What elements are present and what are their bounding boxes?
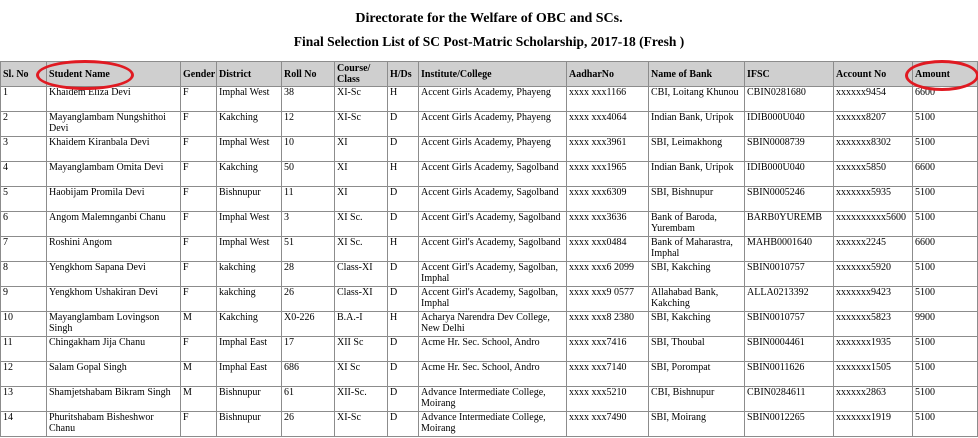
column-header-amount: Amount [913,62,978,87]
column-header-hds: H/Ds [388,62,419,87]
cell-amount: 9900 [913,312,978,337]
cell-aadhar-no: xxxx xxx3636 [567,212,649,237]
cell-course-class: XI-Sc [335,87,388,112]
cell-district: Kakching [217,162,282,187]
cell-student-name: Roshini Angom [47,237,181,262]
cell-student-name: Yengkhom Ushakiran Devi [47,287,181,312]
table-row [1,287,978,312]
cell-ifsc: SBIN0010757 [745,262,834,287]
cell-institute-college: Advance Intermediate College, Moirang [419,387,567,412]
cell-amount: 5100 [913,112,978,137]
cell-amount: 5100 [913,337,978,362]
cell-account-no: xxxxxxx1505 [834,362,913,387]
cell-district: kakching [217,287,282,312]
cell-aadhar-no: xxxx xxx5210 [567,387,649,412]
cell-account-no: xxxxxxx5920 [834,262,913,287]
cell-bank-name: Allahabad Bank, Kakching [649,287,745,312]
table-row [1,362,978,387]
table-row [1,262,978,287]
cell-aadhar-no: xxxx xxx8 2380 [567,312,649,337]
cell-ifsc: ALLA0213392 [745,287,834,312]
cell-district: Kakching [217,312,282,337]
cell-hds: D [388,187,419,212]
cell-student-name: Shamjetshabam Bikram Singh [47,387,181,412]
cell-bank-name: SBI, Kakching [649,262,745,287]
cell-gender: M [181,387,217,412]
cell-amount: 6600 [913,162,978,187]
column-header-district: District [217,62,282,87]
cell-student-name: Mayanglambam Omita Devi [47,162,181,187]
cell-district: Kakching [217,112,282,137]
cell-bank-name: SBI, Porompat [649,362,745,387]
cell-amount: 6600 [913,87,978,112]
cell-institute-college: Acme Hr. Sec. School, Andro [419,337,567,362]
cell-aadhar-no: xxxx xxx6309 [567,187,649,212]
cell-roll-no: 10 [282,137,335,162]
cell-course-class: Class-XI [335,287,388,312]
cell-bank-name: Bank of Maharastra, Imphal [649,237,745,262]
cell-roll-no: 26 [282,412,335,437]
cell-account-no: xxxxxx8207 [834,112,913,137]
cell-hds: D [388,287,419,312]
cell-ifsc: IDIB000U040 [745,162,834,187]
selection-list-table [0,61,978,437]
cell-district: Bishnupur [217,187,282,212]
cell-gender: F [181,162,217,187]
table-row [1,412,978,437]
cell-account-no: xxxxxx9454 [834,87,913,112]
cell-institute-college: Acme Hr. Sec. School, Andro [419,362,567,387]
cell-hds: D [388,337,419,362]
table-row [1,112,978,137]
cell-hds: D [388,262,419,287]
cell-hds: H [388,237,419,262]
cell-course-class: B.A.-I [335,312,388,337]
cell-amount: 5100 [913,362,978,387]
cell-ifsc: SBIN0012265 [745,412,834,437]
cell-gender: F [181,87,217,112]
cell-sl-no: 9 [1,287,47,312]
cell-aadhar-no: xxxx xxx3961 [567,137,649,162]
cell-hds: H [388,312,419,337]
cell-account-no: xxxxxxx1919 [834,412,913,437]
cell-institute-college: Accent Girl's Academy, Sagolband [419,212,567,237]
cell-ifsc: SBIN0011626 [745,362,834,387]
column-header-gender: Gender [181,62,217,87]
cell-hds: D [388,362,419,387]
cell-account-no: xxxxxxx1935 [834,337,913,362]
cell-amount: 6600 [913,237,978,262]
table-row [1,337,978,362]
cell-ifsc: BARB0YUREMB [745,212,834,237]
table-row [1,387,978,412]
cell-account-no: xxxxxxxxxx5600 [834,212,913,237]
cell-aadhar-no: xxxx xxx4064 [567,112,649,137]
cell-ifsc: IDIB000U040 [745,112,834,137]
column-header-account-no: Account No [834,62,913,87]
cell-roll-no: 11 [282,187,335,212]
cell-account-no: xxxxxx2245 [834,237,913,262]
cell-institute-college: Accent Girls Academy, Phayeng [419,137,567,162]
table-row [1,237,978,262]
cell-roll-no: X0-226 [282,312,335,337]
cell-ifsc: SBIN0005246 [745,187,834,212]
cell-institute-college: Accent Girls Academy, Phayeng [419,87,567,112]
cell-bank-name: SBI, Bishnupur [649,187,745,212]
cell-course-class: XI [335,162,388,187]
column-header-ifsc: IFSC [745,62,834,87]
cell-gender: F [181,262,217,287]
table-row [1,87,978,112]
table-row [1,137,978,162]
cell-hds: D [388,137,419,162]
cell-sl-no: 14 [1,412,47,437]
cell-course-class: XI-Sc [335,112,388,137]
cell-ifsc: SBIN0004461 [745,337,834,362]
cell-sl-no: 5 [1,187,47,212]
cell-aadhar-no: xxxx xxx1965 [567,162,649,187]
cell-gender: F [181,187,217,212]
cell-district: Bishnupur [217,412,282,437]
cell-ifsc: CBIN0281680 [745,87,834,112]
cell-amount: 5100 [913,212,978,237]
cell-district: Imphal West [217,212,282,237]
cell-amount: 5100 [913,287,978,312]
cell-institute-college: Advance Intermediate College, Moirang [419,412,567,437]
cell-account-no: xxxxxxx5935 [834,187,913,212]
cell-course-class: XI-Sc [335,412,388,437]
cell-bank-name: Bank of Baroda, Yurembam [649,212,745,237]
cell-roll-no: 50 [282,162,335,187]
cell-gender: M [181,312,217,337]
column-header-aadhar-no: AadharNo [567,62,649,87]
cell-sl-no: 11 [1,337,47,362]
cell-account-no: xxxxxxx8302 [834,137,913,162]
cell-course-class: XII-Sc. [335,387,388,412]
cell-sl-no: 1 [1,87,47,112]
cell-institute-college: Accent Girl's Academy, Sagolband [419,237,567,262]
cell-course-class: Class-XI [335,262,388,287]
cell-gender: F [181,137,217,162]
cell-gender: F [181,412,217,437]
column-header-course-class: Course/ Class [335,62,388,87]
cell-bank-name: Indian Bank, Uripok [649,162,745,187]
cell-roll-no: 51 [282,237,335,262]
cell-institute-college: Accent Girl's Academy, Sagolban, Imphal [419,287,567,312]
cell-student-name: Phuritshabam Bisheshwor Chanu [47,412,181,437]
cell-account-no: xxxxxx5850 [834,162,913,187]
cell-ifsc: SBIN0008739 [745,137,834,162]
cell-roll-no: 12 [282,112,335,137]
cell-hds: H [388,162,419,187]
cell-district: Imphal West [217,87,282,112]
cell-bank-name: Indian Bank, Uripok [649,112,745,137]
cell-sl-no: 8 [1,262,47,287]
column-header-sl-no: Sl. No [1,62,47,87]
cell-hds: D [388,212,419,237]
cell-gender: M [181,362,217,387]
cell-amount: 5100 [913,137,978,162]
cell-hds: D [388,387,419,412]
cell-institute-college: Accent Girls Academy, Sagolband [419,187,567,212]
cell-aadhar-no: xxxx xxx7416 [567,337,649,362]
cell-district: Imphal West [217,237,282,262]
cell-sl-no: 3 [1,137,47,162]
cell-roll-no: 28 [282,262,335,287]
cell-roll-no: 3 [282,212,335,237]
cell-roll-no: 61 [282,387,335,412]
cell-sl-no: 10 [1,312,47,337]
table-row [1,162,978,187]
cell-ifsc: CBIN0284611 [745,387,834,412]
cell-institute-college: Accent Girl's Academy, Sagolban, Imphal [419,262,567,287]
table-row [1,212,978,237]
column-header-bank-name: Name of Bank [649,62,745,87]
cell-bank-name: CBI, Bishnupur [649,387,745,412]
cell-account-no: xxxxxx2863 [834,387,913,412]
cell-student-name: Mayanglambam Lovingson Singh [47,312,181,337]
cell-aadhar-no: xxxx xxx6 2099 [567,262,649,287]
cell-amount: 5100 [913,187,978,212]
table-body [1,87,978,437]
cell-bank-name: SBI, Leimakhong [649,137,745,162]
cell-sl-no: 13 [1,387,47,412]
cell-student-name: Khaidem Kiranbala Devi [47,137,181,162]
cell-district: Imphal East [217,362,282,387]
cell-institute-college: Acharya Narendra Dev College, New Delhi [419,312,567,337]
cell-gender: F [181,112,217,137]
cell-bank-name: SBI, Thoubal [649,337,745,362]
cell-bank-name: SBI, Moirang [649,412,745,437]
cell-district: Imphal East [217,337,282,362]
cell-sl-no: 4 [1,162,47,187]
cell-student-name: Mayanglambam Nungshithoi Devi [47,112,181,137]
cell-institute-college: Accent Girls Academy, Phayeng [419,112,567,137]
cell-district: Bishnupur [217,387,282,412]
cell-gender: F [181,287,217,312]
cell-aadhar-no: xxxx xxx9 0577 [567,287,649,312]
cell-account-no: xxxxxxx9423 [834,287,913,312]
cell-gender: F [181,212,217,237]
cell-sl-no: 7 [1,237,47,262]
cell-aadhar-no: xxxx xxx7140 [567,362,649,387]
cell-hds: D [388,412,419,437]
cell-course-class: XI [335,187,388,212]
cell-gender: F [181,337,217,362]
cell-institute-college: Accent Girls Academy, Sagolband [419,162,567,187]
cell-sl-no: 2 [1,112,47,137]
cell-sl-no: 6 [1,212,47,237]
cell-ifsc: MAHB0001640 [745,237,834,262]
cell-student-name: Angom Malemnganbi Chanu [47,212,181,237]
cell-aadhar-no: xxxx xxx7490 [567,412,649,437]
cell-gender: F [181,237,217,262]
cell-sl-no: 12 [1,362,47,387]
document-subtitle: Final Selection List of SC Post-Matric Scholarship, 2017-18 (Fresh ) [293,34,685,49]
cell-district: Imphal West [217,137,282,162]
cell-bank-name: CBI, Loitang Khunou [649,87,745,112]
cell-amount: 5100 [913,262,978,287]
cell-roll-no: 17 [282,337,335,362]
cell-ifsc: SBIN0010757 [745,312,834,337]
table-row [1,312,978,337]
cell-amount: 5100 [913,412,978,437]
cell-aadhar-no: xxxx xxx0484 [567,237,649,262]
cell-student-name: Haobijam Promila Devi [47,187,181,212]
cell-account-no: xxxxxxx5823 [834,312,913,337]
cell-student-name: Salam Gopal Singh [47,362,181,387]
cell-roll-no: 38 [282,87,335,112]
column-header-roll-no: Roll No [282,62,335,87]
column-header-institute-college: Institute/College [419,62,567,87]
cell-roll-no: 686 [282,362,335,387]
cell-aadhar-no: xxxx xxx1166 [567,87,649,112]
table-header-row [1,62,978,87]
cell-amount: 5100 [913,387,978,412]
cell-student-name: Khaidem Eliza Devi [47,87,181,112]
cell-course-class: XII Sc [335,337,388,362]
cell-district: kakching [217,262,282,287]
cell-bank-name: SBI, Kakching [649,312,745,337]
cell-course-class: XI Sc. [335,237,388,262]
cell-course-class: XI Sc [335,362,388,387]
cell-course-class: XI [335,137,388,162]
cell-hds: D [388,112,419,137]
cell-student-name: Yengkhom Sapana Devi [47,262,181,287]
document-title: Directorate for the Welfare of OBC and SCs. [355,11,623,26]
cell-student-name: Chingakham Jija Chanu [47,337,181,362]
table-row [1,187,978,212]
column-header-student-name: Student Name [47,62,181,87]
cell-course-class: XI Sc. [335,212,388,237]
cell-hds: H [388,87,419,112]
cell-roll-no: 26 [282,287,335,312]
